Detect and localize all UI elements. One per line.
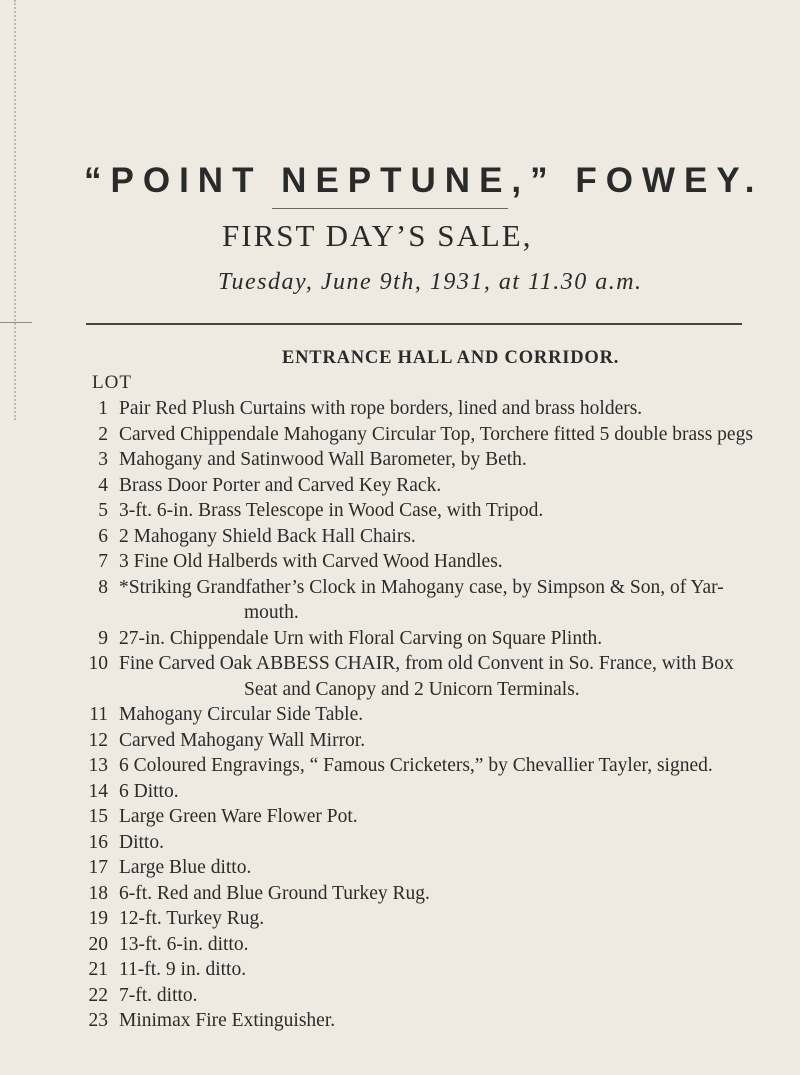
lot-number: 3 (98, 449, 108, 470)
lot-description (119, 626, 782, 652)
lot-number: 15 (88, 806, 108, 827)
lot-description (119, 957, 782, 983)
lot-number: 17 (88, 857, 108, 878)
lot-description (119, 830, 782, 856)
lot-description (119, 702, 782, 728)
lot-description (119, 728, 782, 754)
lot-description (119, 932, 782, 958)
lot-number: 10 (88, 653, 108, 674)
lot-number: 1 (98, 398, 108, 419)
lot-description-text: Pair Red Plush Curtains with rope borders, lined and brass holders. (119, 398, 643, 419)
lot-description-text: Carved Chippendale Mahogany Circular Top, Torchere fitted 5 double brass pegs (119, 423, 753, 445)
lot-row (0, 804, 800, 830)
lot-number: 20 (88, 933, 108, 955)
lot-description-text: 6 Coloured Engravings, “ Famous Cricketers,” by Chevallier Tayler, signed. (119, 755, 713, 776)
lot-description (119, 1008, 782, 1034)
lot-number: 11 (89, 704, 108, 725)
section-heading: ENTRANCE HALL AND CORRIDOR. (282, 348, 620, 368)
sale-title: FIRST DAY’S SALE, (222, 218, 533, 253)
lot-description-text: Fine Carved Oak ABBESS CHAIR, from old Convent in So. France, with Box (119, 653, 734, 674)
lot-row (0, 753, 800, 779)
lot-number: 2 (98, 423, 108, 445)
lot-row (0, 524, 800, 550)
lot-description (119, 473, 782, 499)
lot-description-text: 3 Fine Old Halberds with Carved Wood Handles. (119, 551, 503, 572)
lot-description-text: Large Green Ware Flower Pot. (119, 806, 358, 827)
lot-number: 18 (88, 882, 108, 904)
lot-number: 21 (88, 959, 108, 980)
lot-description-text: 13-ft. 6-in. ditto. (119, 933, 249, 955)
lot-description (119, 779, 782, 805)
lot-description-text: Mahogany Circular Side Table. (119, 704, 364, 725)
lot-description-text: 2 Mahogany Shield Back Hall Chairs. (119, 525, 416, 547)
lot-description-text: Mahogany and Satinwood Wall Barometer, by Beth. (119, 449, 527, 470)
lot-description (119, 549, 782, 575)
lot-row (0, 422, 800, 448)
lot-description-text: Large Blue ditto. (119, 857, 252, 878)
lot-row (0, 626, 800, 652)
lot-number: 19 (88, 908, 108, 929)
lot-description-continuation: mouth. (244, 602, 299, 623)
lot-description (119, 396, 782, 422)
lot-description-continuation: Seat and Canopy and 2 Unicorn Terminals. (244, 678, 580, 700)
lot-number: 7 (98, 551, 108, 572)
page-title: “POINT NEPTUNE,” FOWEY. (84, 161, 764, 200)
lot-row (0, 498, 800, 524)
lot-row (0, 575, 800, 626)
lot-description (119, 447, 782, 473)
lot-number: 12 (88, 729, 108, 751)
lot-description-text: Carved Mahogany Wall Mirror. (119, 729, 366, 751)
lot-number: 22 (88, 984, 108, 1006)
lot-description (119, 575, 782, 626)
lot-description (119, 422, 782, 448)
lot-row (0, 881, 800, 907)
lot-row (0, 651, 800, 702)
lot-row (0, 728, 800, 754)
section-divider (86, 323, 742, 325)
sale-date: Tuesday, June 9th, 1931, at 11.30 a.m. (218, 269, 643, 295)
margin-rule (0, 322, 32, 323)
lot-row (0, 855, 800, 881)
lot-row (0, 830, 800, 856)
lot-number: 14 (88, 780, 108, 802)
lot-description (119, 753, 782, 779)
lot-list (0, 396, 800, 1034)
lot-description (119, 983, 782, 1009)
lot-row (0, 549, 800, 575)
lot-number: 13 (88, 755, 108, 776)
lot-description (119, 881, 782, 907)
lot-number: 16 (88, 831, 108, 853)
lot-row (0, 957, 800, 983)
lot-row (0, 702, 800, 728)
lot-description (119, 498, 782, 524)
lot-row (0, 396, 800, 422)
lot-row (0, 473, 800, 499)
lot-description (119, 651, 782, 702)
lot-description-text: 11-ft. 9 in. ditto. (119, 959, 247, 980)
lot-description (119, 906, 782, 932)
lot-description-text: Minimax Fire Extinguisher. (119, 1010, 336, 1031)
decorative-border (14, 0, 34, 420)
lot-number: 4 (98, 474, 108, 496)
lot-row (0, 932, 800, 958)
lot-description (119, 524, 782, 550)
lot-row (0, 906, 800, 932)
lot-description (119, 855, 782, 881)
lot-number: 9 (98, 627, 108, 649)
lot-description-text: *Striking Grandfather’s Clock in Mahogany case, by Simpson & Son, of Yar- (119, 576, 724, 598)
lot-description-text: 3-ft. 6-in. Brass Telescope in Wood Case, with Tripod. (119, 500, 544, 521)
lot-description-text: Ditto. (119, 831, 164, 853)
lot-description-text: Brass Door Porter and Carved Key Rack. (119, 474, 442, 496)
lot-description-text: 12-ft. Turkey Rug. (119, 908, 265, 929)
lot-description-text: 6 Ditto. (119, 780, 179, 802)
lot-description-text: 27-in. Chippendale Urn with Floral Carving on Square Plinth. (119, 627, 603, 649)
lot-row (0, 779, 800, 805)
lot-row (0, 447, 800, 473)
lot-number: 6 (98, 525, 108, 547)
lot-description-text: 6-ft. Red and Blue Ground Turkey Rug. (119, 882, 430, 904)
lot-row (0, 1008, 800, 1034)
title-underline (272, 208, 508, 209)
lot-number: 23 (88, 1010, 108, 1031)
lot-description (119, 804, 782, 830)
lot-description-text: 7-ft. ditto. (119, 984, 198, 1006)
lot-row (0, 983, 800, 1009)
lot-column-header: LOT (92, 372, 132, 393)
lot-number: 5 (98, 500, 108, 521)
lot-number: 8 (98, 576, 108, 598)
